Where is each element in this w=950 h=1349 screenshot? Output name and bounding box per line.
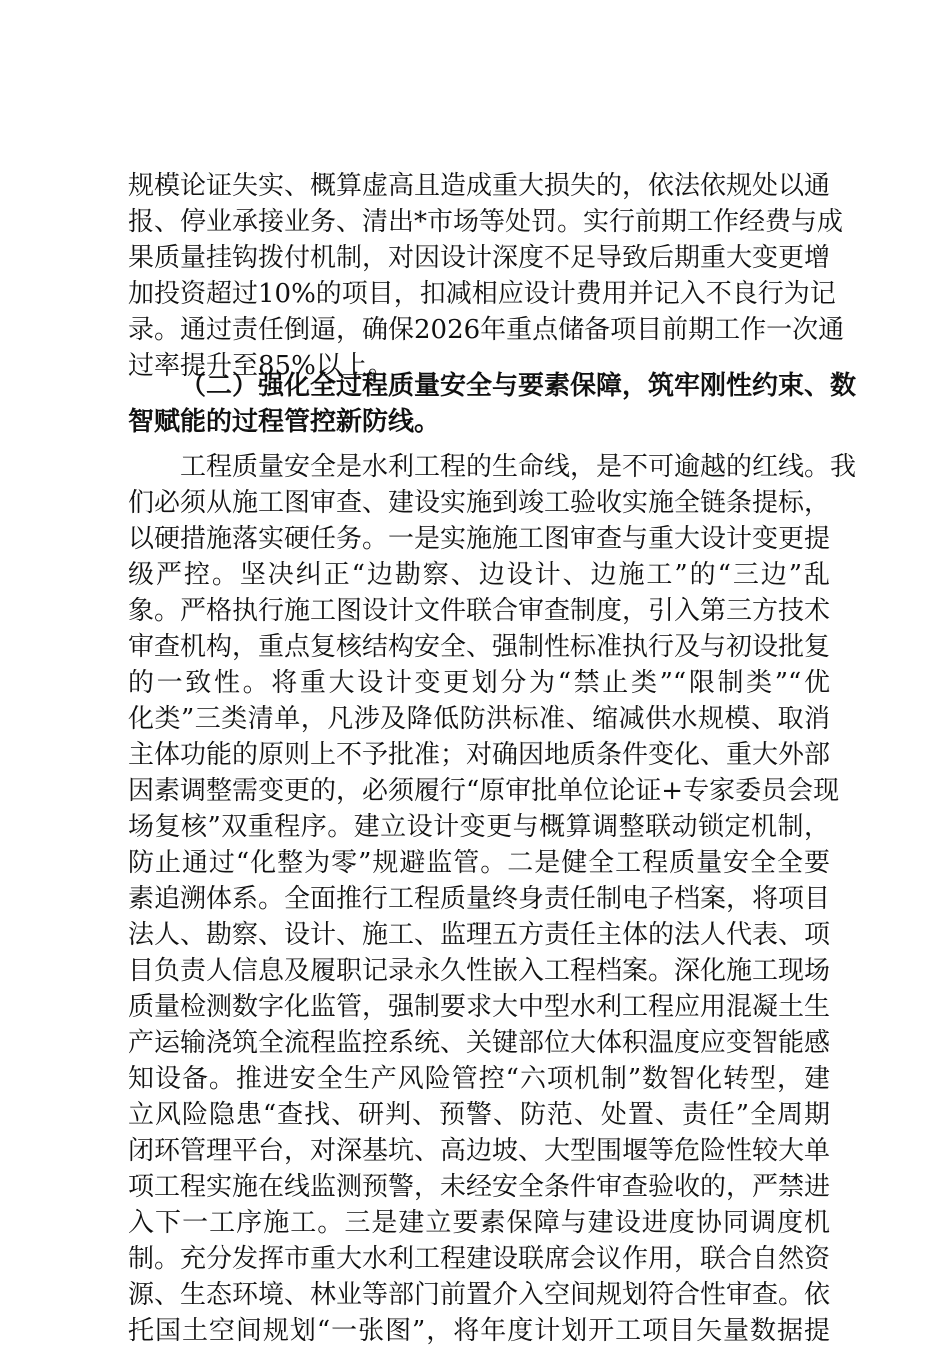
paragraph-2-line-10: 因素调整需变更的，必须履行“原审批单位论证+专家委员会现 [128, 776, 840, 806]
paragraph-2-line-20: 闭环管理平台，对深基坑、高边坡、大型围堰等危险性较大单 [128, 1136, 831, 1166]
paragraph-1-line-6: 过率提升至85%以上。 [128, 351, 394, 381]
paragraph-2-line-9: 主体功能的原则上不予批准；对确因地质条件变化、重大外部 [128, 740, 831, 770]
paragraph-2-line-21: 项工程实施在线监测预警，未经安全条件审查验收的，严禁进 [128, 1172, 831, 1202]
paragraph-2-line-17: 产运输浇筑全流程监控系统、关键部位大体积温度应变智能感 [128, 1028, 831, 1058]
section-heading-line-1: （二）强化全过程质量安全与要素保障，筑牢刚性约束、数 [180, 371, 857, 401]
paragraph-2-line-23: 制。充分发挥市重大水利工程建设联席会议作用，联合自然资 [128, 1244, 831, 1274]
paragraph-2-line-5: 象。严格执行施工图设计文件联合审查制度，引入第三方技术 [128, 596, 831, 626]
paragraph-2-line-3: 以硬措施落实硬任务。一是实施施工图审查与重大设计变更提 [128, 524, 831, 554]
paragraph-2-line-19: 立风险隐患“查找、研判、预警、防范、处置、责任”全周期 [128, 1100, 830, 1130]
paragraph-2-line-14: 法人、勘察、设计、施工、监理五方责任主体的法人代表、项 [128, 920, 831, 950]
paragraph-2-line-1: 工程质量安全是水利工程的生命线，是不可逾越的红线。我 [180, 452, 857, 482]
paragraph-2-line-13: 素追溯体系。全面推行工程质量终身责任制电子档案，将项目 [128, 884, 831, 914]
paragraph-2-line-8: 化类”三类清单，凡涉及降低防洪标准、缩减供水规模、取消 [128, 704, 830, 734]
paragraph-2-line-18: 知设备。推进安全生产风险管控“六项机制”数智化转型，建 [128, 1064, 830, 1094]
paragraph-2-line-15: 目负责人信息及履职记录永久性嵌入工程档案。深化施工现场 [128, 956, 831, 986]
paragraph-1-line-3: 果质量挂钩拨付机制，对因设计深度不足导致后期重大变更增 [128, 243, 831, 273]
section-heading-line-2: 智赋能的过程管控新防线。 [128, 407, 441, 437]
paragraph-2-line-25: 托国土空间规划“一张图”，将年度计划开工项目矢量数据提 [128, 1316, 830, 1346]
paragraph-2-line-24: 源、生态环境、林业等部门前置介入空间规划符合性审查。依 [128, 1280, 831, 1310]
paragraph-2-line-11: 场复核”双重程序。建立设计变更与概算调整联动锁定机制， [128, 812, 830, 842]
paragraph-2-line-6: 审查机构，重点复核结构安全、强制性标准执行及与初设批复 [128, 632, 831, 662]
paragraph-2-line-7: 的一致性。将重大设计变更划分为“禁止类”“限制类”“优 [128, 668, 830, 698]
paragraph-1-line-4: 加投资超过10%的项目，扣减相应设计费用并记入不良行为记 [128, 279, 836, 309]
paragraph-1-line-5: 录。通过责任倒逼，确保2026年重点储备项目前期工作一次通 [128, 315, 845, 345]
paragraph-2-line-4: 级严控。坚决纠正“边勘察、边设计、边施工”的“三边”乱 [128, 560, 830, 590]
paragraph-2-line-12: 防止通过“化整为零”规避监管。二是健全工程质量安全全要 [128, 848, 830, 878]
paragraph-2-line-2: 们必须从施工图审查、建设实施到竣工验收实施全链条提标， [128, 488, 831, 518]
paragraph-1-line-1: 规模论证失实、概算虚高且造成重大损失的，依法依规处以通 [128, 171, 831, 201]
paragraph-2-line-22: 入下一工序施工。三是建立要素保障与建设进度协同调度机 [128, 1208, 830, 1238]
paragraph-2-line-16: 质量检测数字化监管，强制要求大中型水利工程应用混凝土生 [128, 992, 831, 1022]
paragraph-1-line-2: 报、停业承接业务、清出*市场等处罚。实行前期工作经费与成 [128, 207, 844, 237]
